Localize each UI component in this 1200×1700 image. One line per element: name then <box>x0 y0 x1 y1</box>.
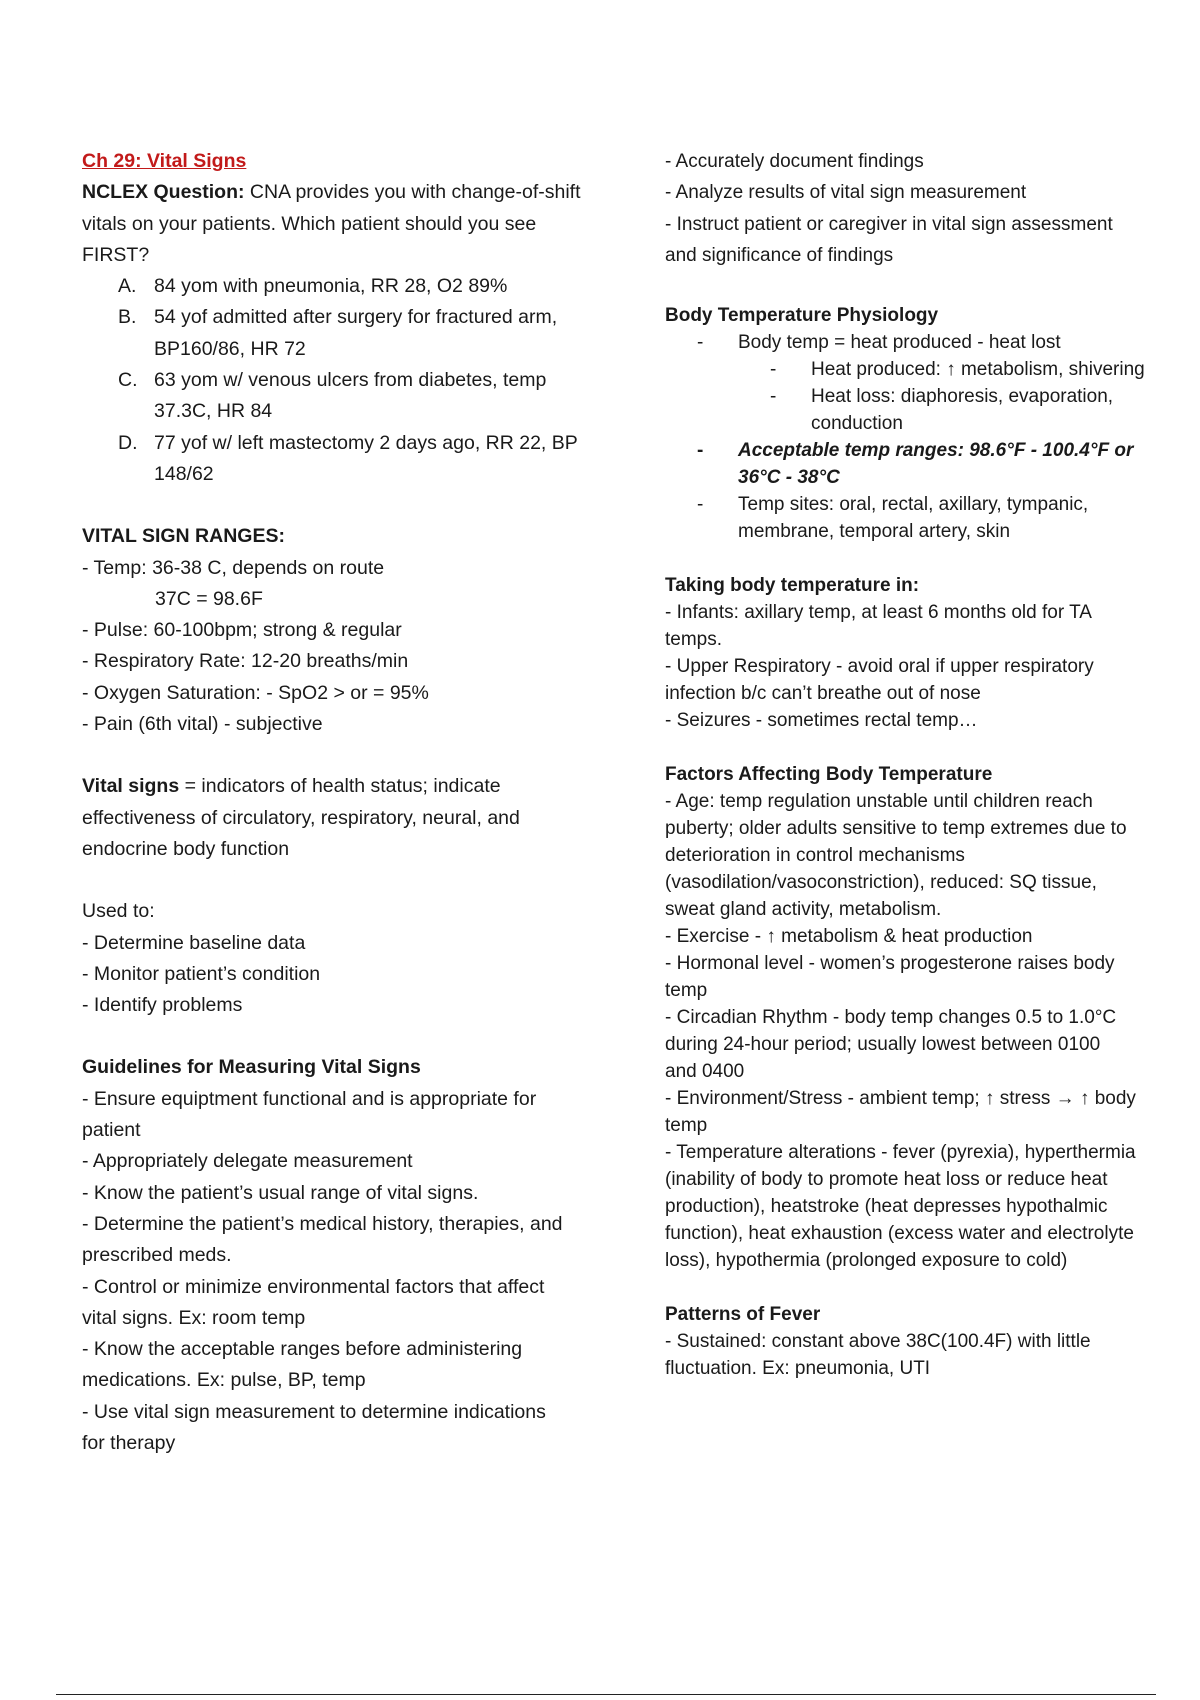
bullet-body-temp <box>665 329 1180 356</box>
guideline-line: - Appropriately delegate measurement <box>82 1150 413 1173</box>
answer-option-a <box>82 271 592 302</box>
used-to-item: - Identify problems <box>82 994 243 1017</box>
factor-line: (inability of body to promote heat loss or reduce heat <box>665 1169 1108 1191</box>
factor-line: (vasodilation/vasoconstriction), reduced: SQ tissue, <box>665 872 1097 894</box>
used-to-item: - Monitor patient’s condition <box>82 962 321 985</box>
bullet-text: membrane, temporal artery, skin <box>738 521 1011 543</box>
factor-line: - Circadian Rhythm - body temp changes 0.5 to 1.0°C <box>665 1007 1117 1029</box>
fever-line: - Sustained: constant above 38C(100.4F) with little <box>665 1331 1091 1353</box>
range-item: - Pain (6th vital) - subjective <box>82 713 323 736</box>
option-text: 148/62 <box>154 462 214 485</box>
guideline-line: for therapy <box>82 1431 176 1454</box>
option-text: 63 yom w/ venous ulcers from diabetes, temp <box>154 369 547 392</box>
dash-bullet: - <box>770 359 777 381</box>
option-letter: C. <box>118 369 138 392</box>
dash-bullet: - <box>697 494 704 516</box>
factor-line: deterioration in control mechanisms <box>665 845 965 867</box>
factors-heading: Factors Affecting Body Temperature <box>665 764 993 786</box>
bullet-temp-sites <box>665 491 1180 545</box>
guideline-line: - Control or minimize environmental factors that affect <box>82 1275 545 1298</box>
nclex-question-line <box>82 177 592 208</box>
guideline-line: - Determine the patient’s medical history, therapies, and <box>82 1212 563 1235</box>
taking-temp-line: infection b/c can’t breathe out of nose <box>665 683 981 705</box>
ranges-heading: VITAL SIGN RANGES: <box>82 525 285 548</box>
factor-line: during 24-hour period; usually lowest between 0100 <box>665 1034 1101 1056</box>
guideline-line: vital signs. Ex: room temp <box>82 1306 306 1329</box>
footer-divider <box>56 1694 1156 1695</box>
guideline-line: - Know the patient’s usual range of vital signs. <box>82 1181 479 1204</box>
right-column <box>665 146 1180 1382</box>
option-text: 77 yof w/ left mastectomy 2 days ago, RR 22, BP <box>154 431 578 454</box>
factor-line: loss), hypothermia (prolonged exposure to cold) <box>665 1250 1068 1272</box>
range-subitem: 37C = 98.6F <box>155 587 263 610</box>
nclex-label: NCLEX Question: <box>82 181 245 204</box>
taking-temp-heading: Taking body temperature in: <box>665 575 920 597</box>
factor-line: - Temperature alterations - fever (pyrexia), hyperthermia <box>665 1142 1136 1164</box>
bullet-text: Acceptable temp ranges: 98.6°F - 100.4°F or <box>738 440 1134 462</box>
guidelines-heading: Guidelines for Measuring Vital Signs <box>82 1056 421 1079</box>
bullet-text: Body temp = heat produced - heat lost <box>738 332 1061 354</box>
definition-line: endocrine body function <box>82 837 290 860</box>
factor-line: - Hormonal level - women’s progesterone raises body <box>665 953 1115 975</box>
guideline-line: medications. Ex: pulse, BP, temp <box>82 1369 366 1392</box>
factor-line: sweat gland activity, metabolism. <box>665 899 942 921</box>
dash-bullet: - <box>697 332 704 354</box>
option-text: 37.3C, HR 84 <box>154 400 273 423</box>
guideline-line: - Know the acceptable ranges before administering <box>82 1338 523 1361</box>
used-to-heading: Used to: <box>82 900 155 923</box>
definition-line: effectiveness of circulatory, respiratory, neural, and <box>82 806 520 829</box>
factor-line: - Exercise - ↑ metabolism & heat production <box>665 926 1033 948</box>
guideline-line: patient <box>82 1119 141 1142</box>
nclex-text: CNA provides you with change-of-shift <box>244 181 581 204</box>
range-item: - Temp: 36-38 C, depends on route <box>82 556 385 579</box>
option-letter: A. <box>118 275 137 298</box>
used-to-item: - Determine baseline data <box>82 931 306 954</box>
guideline-line: - Use vital sign measurement to determine indications <box>82 1400 546 1423</box>
option-text: BP160/86, HR 72 <box>154 337 306 360</box>
guideline-line: and significance of findings <box>665 244 894 266</box>
bullet-heat-loss <box>665 383 1180 437</box>
factor-line: puberty; older adults sensitive to temp extremes due to <box>665 818 1127 840</box>
factor-line: temp <box>665 980 708 1002</box>
vital-signs-definition <box>82 771 592 802</box>
factor-line: - Environment/Stress - ambient temp; ↑ stress → ↑ body <box>665 1088 1136 1110</box>
guideline-line: - Ensure equiptment functional and is appropriate for <box>82 1087 537 1110</box>
nclex-question-line: vitals on your patients. Which patient should you see <box>82 212 537 235</box>
fever-line: fluctuation. Ex: pneumonia, UTI <box>665 1358 931 1380</box>
range-item: - Respiratory Rate: 12-20 breaths/min <box>82 650 409 673</box>
option-letter: D. <box>118 431 138 454</box>
guideline-line: - Accurately document findings <box>665 151 924 172</box>
answer-option-d <box>82 428 592 491</box>
fever-patterns-heading: Patterns of Fever <box>665 1304 821 1326</box>
answer-option-c <box>82 365 592 428</box>
guideline-line: - Analyze results of vital sign measurement <box>665 182 1027 204</box>
physiology-heading: Body Temperature Physiology <box>665 305 939 327</box>
taking-temp-line: - Upper Respiratory - avoid oral if upper respiratory <box>665 656 1094 678</box>
answer-option-b <box>82 302 592 365</box>
factor-line: function), heat exhaustion (excess water and electrolyte <box>665 1223 1134 1245</box>
taking-temp-line: - Infants: axillary temp, at least 6 months old for TA <box>665 602 1092 624</box>
bullet-text: Heat loss: diaphoresis, evaporation, <box>811 386 1114 408</box>
bullet-text: conduction <box>811 413 903 435</box>
bullet-text: Temp sites: oral, rectal, axillary, tympanic, <box>738 494 1089 516</box>
factor-line: - Age: temp regulation unstable until children reach <box>665 791 1093 813</box>
guideline-line: prescribed meds. <box>82 1244 232 1267</box>
option-text: 54 yof admitted after surgery for fractured arm, <box>154 306 558 329</box>
factor-line: production), heatstroke (heat depresses hypothalmic <box>665 1196 1108 1218</box>
factor-line: temp <box>665 1115 708 1137</box>
guideline-line: - Instruct patient or caregiver in vital sign assessment <box>665 213 1113 235</box>
option-letter: B. <box>118 306 137 329</box>
bullet-text: 36°C - 38°C <box>738 467 840 489</box>
chapter-title-link[interactable]: Ch 29: Vital Signs <box>82 150 247 172</box>
dash-bullet: - <box>697 440 704 462</box>
range-item: - Oxygen Saturation: - SpO2 > or = 95% <box>82 681 429 704</box>
bullet-acceptable-ranges <box>665 437 1180 491</box>
factor-line: and 0400 <box>665 1061 745 1083</box>
range-item: - Pulse: 60-100bpm; strong & regular <box>82 619 402 642</box>
definition-text: = indicators of health status; indicate <box>179 775 501 798</box>
dash-bullet: - <box>770 386 777 408</box>
bullet-text: Heat produced: ↑ metabolism, shivering <box>811 359 1145 381</box>
bullet-heat-produced <box>665 356 1180 383</box>
option-text: 84 yom with pneumonia, RR 28, O2 89% <box>154 275 508 298</box>
taking-temp-line: - Seizures - sometimes rectal temp… <box>665 710 978 732</box>
left-column <box>82 146 592 1459</box>
definition-term: Vital signs <box>82 775 180 798</box>
taking-temp-line: temps. <box>665 629 723 651</box>
nclex-question-line: FIRST? <box>82 243 150 266</box>
